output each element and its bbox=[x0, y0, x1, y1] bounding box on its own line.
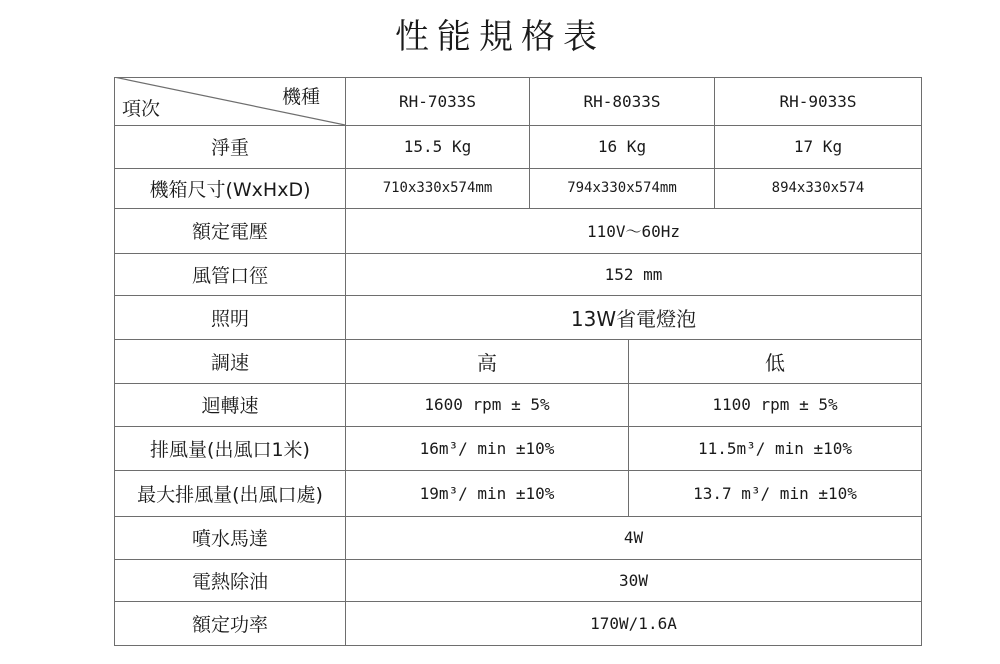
model-header: RH-9033S bbox=[779, 91, 857, 111]
dimensions-value: 894x330x574 bbox=[771, 180, 865, 196]
row-label-voltage: 額定電壓 bbox=[191, 221, 268, 243]
row-label-duct: 風管口徑 bbox=[191, 264, 268, 287]
row-label-weight: 淨重 bbox=[210, 137, 249, 159]
corner-label-item: 項次 bbox=[122, 98, 161, 120]
row-label-dimensions: 機箱尺寸(WxHxD) bbox=[149, 178, 311, 201]
heat-oil-value: 30W bbox=[619, 570, 648, 590]
row-label-rated-power: 額定功率 bbox=[191, 613, 268, 636]
row-label-exhaust-1m: 排風量(出風口1米) bbox=[150, 438, 310, 461]
model-header: RH-8033S bbox=[583, 91, 661, 111]
voltage-value: 110V～60Hz bbox=[586, 222, 681, 241]
rpm-high: 1600 rpm ± 5% bbox=[424, 395, 550, 414]
lighting-value: 13W省電燈泡 bbox=[570, 306, 697, 331]
speed-high: 高 bbox=[477, 350, 497, 375]
weight-value: 16 Kg bbox=[597, 137, 647, 156]
table-border-right bbox=[921, 77, 922, 645]
row-label-rpm: 迴轉速 bbox=[201, 395, 259, 417]
spray-motor-value: 4W bbox=[623, 528, 644, 547]
exhaust-1m-low: 11.5m³/ min ±10% bbox=[697, 438, 853, 458]
exhaust-1m-high: 16m³/ min ±10% bbox=[419, 438, 555, 458]
model-header: RH-7033S bbox=[398, 91, 477, 111]
row-label-heat-oil: 電熱除油 bbox=[191, 570, 268, 593]
exhaust-max-high: 19m³/ min ±10% bbox=[419, 483, 555, 503]
row-label-speed: 調速 bbox=[210, 351, 249, 374]
dimensions-value: 794x330x574mm bbox=[567, 180, 677, 196]
weight-value: 15.5 Kg bbox=[403, 137, 472, 156]
duct-value: 152 mm bbox=[604, 264, 663, 284]
dimensions-value: 710x330x574mm bbox=[382, 180, 493, 196]
rpm-low: 1100 rpm ± 5% bbox=[712, 395, 838, 414]
corner-label-model: 機種 bbox=[282, 86, 321, 108]
table-border-bottom bbox=[114, 645, 922, 646]
weight-value: 17 Kg bbox=[793, 137, 843, 156]
exhaust-max-low: 13.7 m³/ min ±10% bbox=[693, 483, 857, 503]
row-label-lighting: 照明 bbox=[210, 307, 249, 330]
row-label-exhaust-max: 最大排風量(出風口處) bbox=[137, 483, 323, 506]
page-title: 性能規格表 bbox=[395, 17, 605, 57]
row-label-spray-motor: 噴水馬達 bbox=[191, 528, 268, 550]
rated-power-value: 170W/1.6A bbox=[590, 613, 677, 633]
speed-low: 低 bbox=[765, 350, 785, 375]
